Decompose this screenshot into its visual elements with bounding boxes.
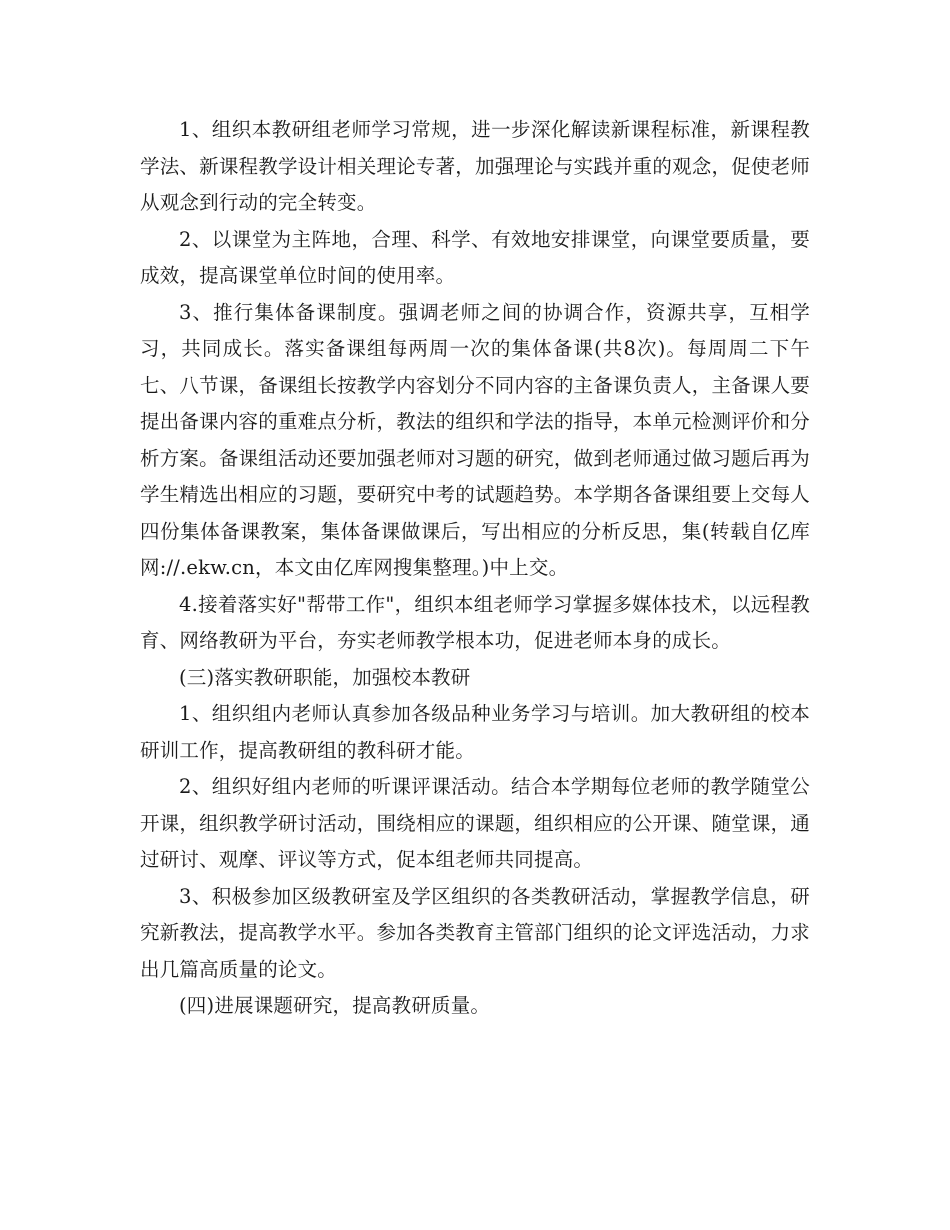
paragraph-mentoring-work: 4.接着落实好"帮带工作"，组织本组老师学习掌握多媒体技术，以远程教育、网络教研为平台，夯实老师教学根本功，促进老师本身的成长。 [140, 592, 810, 652]
paragraph-classroom-focus: 2、以课堂为主阵地，合理、科学、有效地安排课堂，向课堂要质量，要成效，提高课堂单位时间的使用率。 [140, 227, 810, 287]
section-heading-project-research: (四)进展课题研究，提高教研质量。 [179, 994, 491, 1017]
document-body [140, 112, 810, 1025]
section-heading-school-research: (三)落实教研职能，加强校本教研 [179, 665, 471, 689]
paragraph-lesson-observation: 2、组织好组内老师的听课评课活动。结合本学期每位老师的教学随堂公开课，组织教学研讨活动，围绕相应的课题，组织相应的公开课、随堂课，通过研讨、观摩、评议等方式，促本组老师共同提高。 [140, 775, 810, 871]
paragraph-district-activities: 3、积极参加区级教研室及学区组织的各类教研活动，掌握教学信息，研究新教法，提高教学水平。参加各类教育主管部门组织的论文评选活动，力求出几篇高质量的论文。 [140, 884, 810, 981]
paragraph-collective-lesson-prep: 3、推行集体备课制度。强调老师之间的协调合作，资源共享，互相学习，共同成长。落实备课组每两周一次的集体备课(共8次)。每周周二下午七、八节课，备课组长按教学内容划分不同内容的主备课负责人，主备课人要提出备课内容的重难点分析，教法的组织和学法的指导，本单元检测评价和分析方案。备课组活动还要加强老师对习题的研究，做到老师通过做习题后再为学生精选出相应的习题，要研究中考的试题趋势。本学期各备课组要上交每人四份集体备课教案，集体备课做课后，写出相应的分析反思，集(转载自亿库网://.ekw.cn，本文由亿库网搜集整理。)中上交。 [140, 300, 810, 579]
paragraph-training: 1、组织组内老师认真参加各级品种业务学习与培训。加大教研组的校本研训工作，提高教研组的教科研才能。 [140, 702, 810, 762]
paragraph-study-routine: 1、组织本教研组老师学习常规，进一步深化解读新课程标准，新课程教学法、新课程教学设计相关理论专著，加强理论与实践并重的观念，促使老师从观念到行动的完全转变。 [140, 118, 810, 214]
